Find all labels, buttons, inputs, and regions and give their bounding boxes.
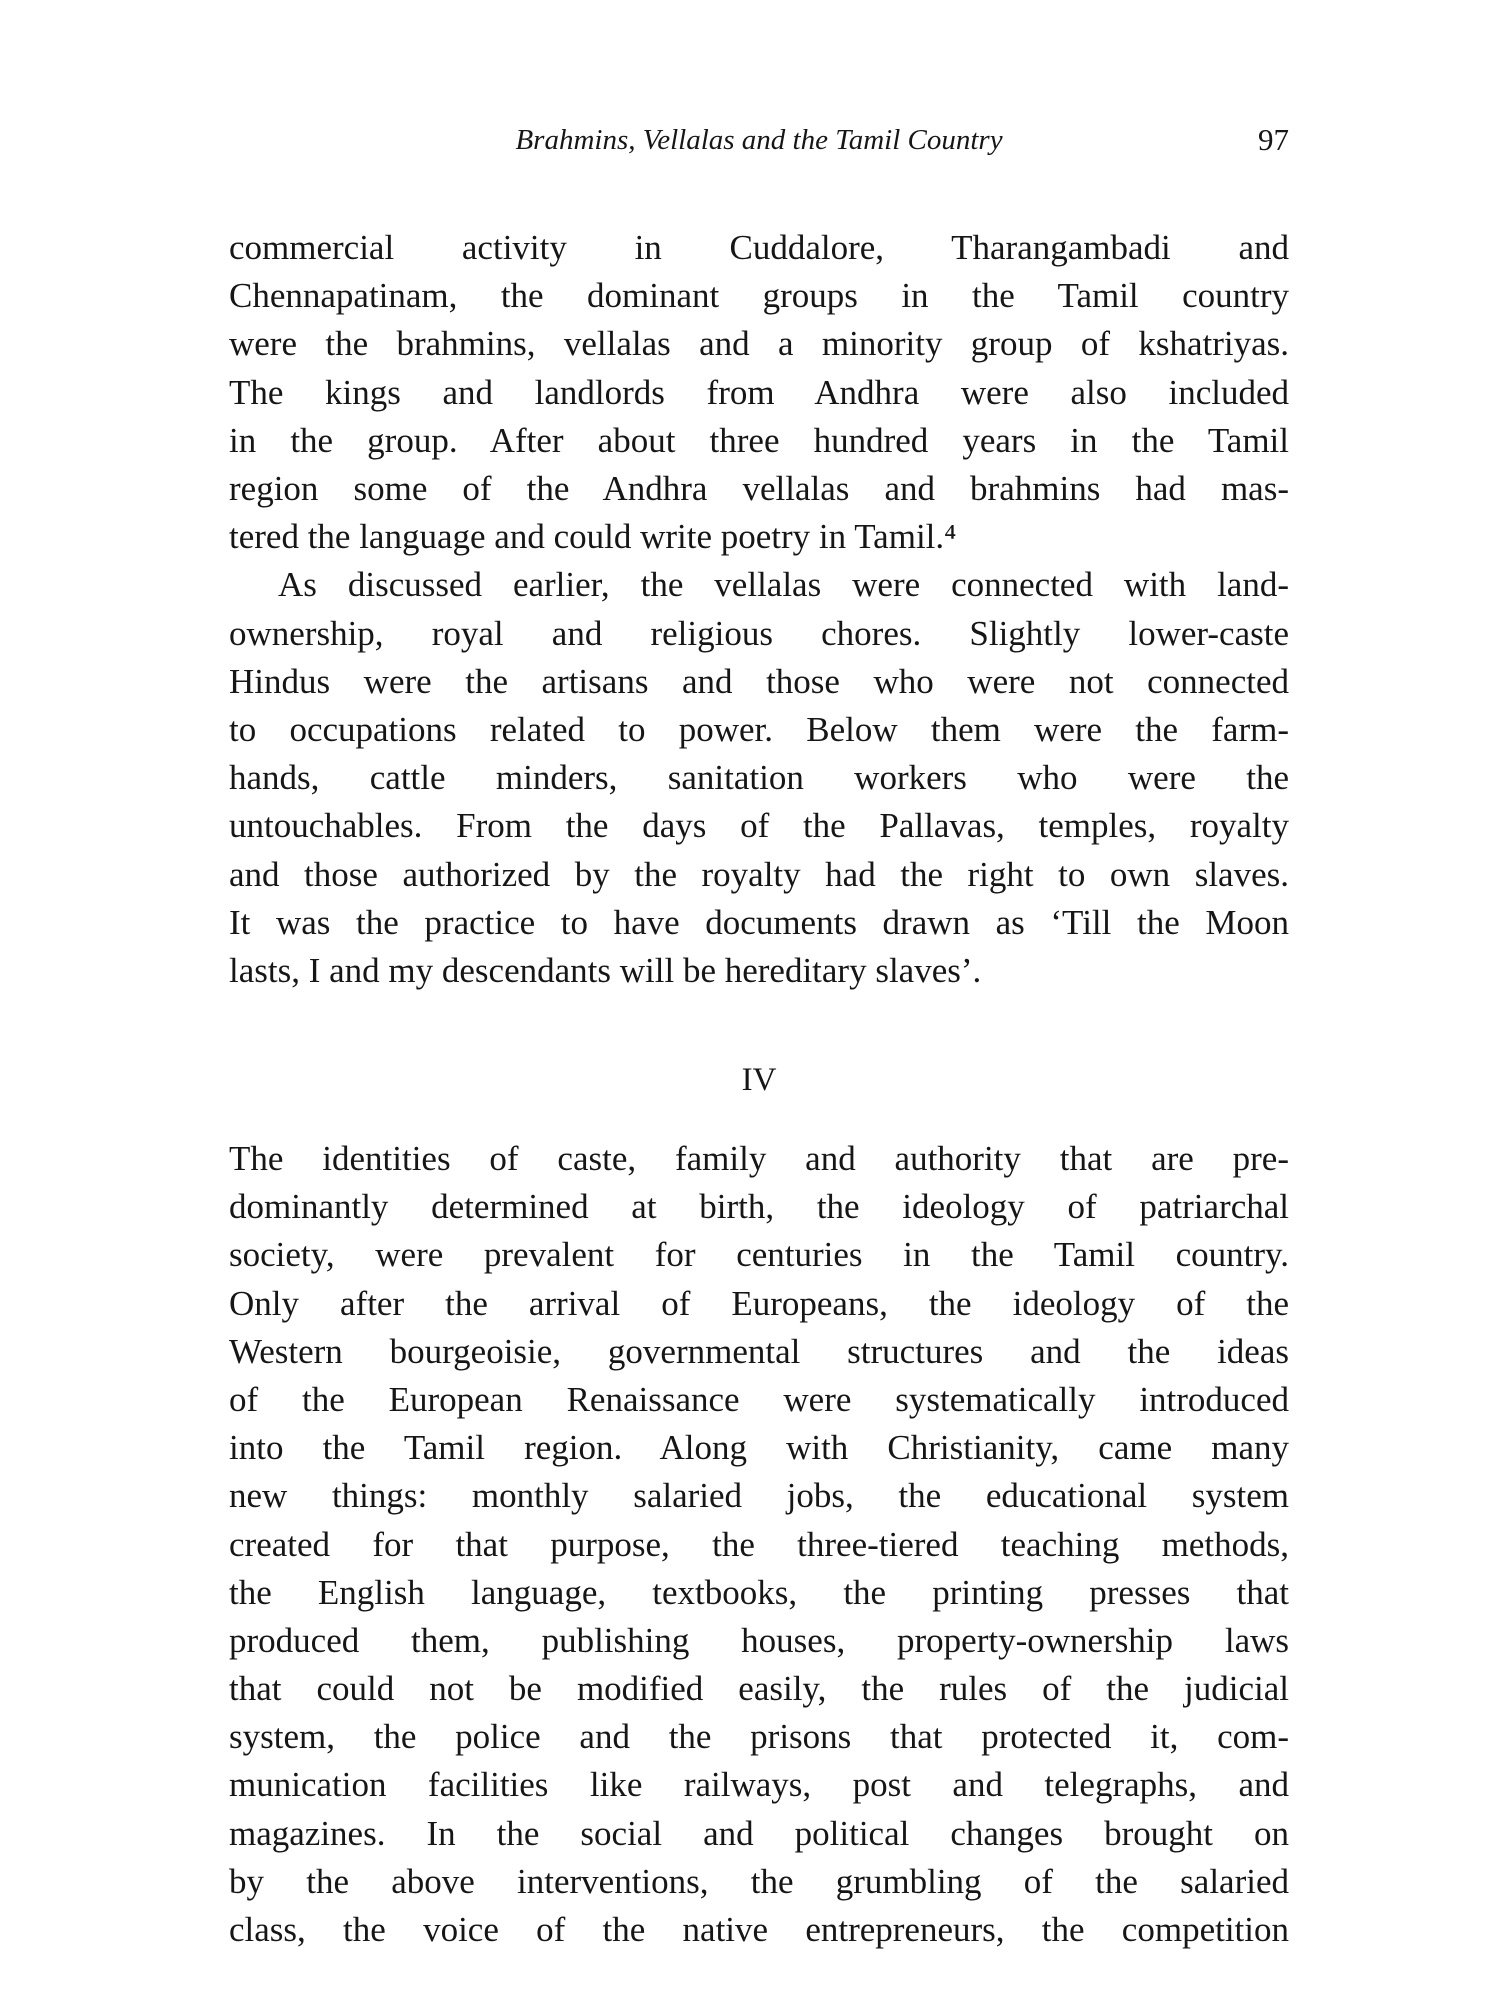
- text-line: munication facilities like railways, post and telegraphs, and: [229, 1765, 1289, 1805]
- text-line: of the European Renaissance were systematically introduced: [229, 1379, 1289, 1419]
- text-line: created for that purpose, the three-tiered teaching methods,: [229, 1524, 1289, 1564]
- section-heading: IV: [741, 1062, 777, 1098]
- text-line: system, the police and the prisons that protected it, com-: [229, 1717, 1289, 1757]
- text-line: that could not be modified easily, the rules of the judicial: [229, 1669, 1289, 1709]
- text-line: lasts, I and my descendants will be hereditary slaves’.: [229, 950, 982, 990]
- text-line: ownership, royal and religious chores. Slightly lower-caste: [229, 613, 1289, 653]
- text-line: class, the voice of the native entrepreneurs, the competition: [229, 1910, 1289, 1949]
- text-line: produced them, publishing houses, property-ownership laws: [229, 1620, 1289, 1660]
- text-line: by the above interventions, the grumbling of the salaried: [229, 1861, 1289, 1901]
- paragraph-3: [229, 1135, 1289, 1954]
- paragraph-1: [229, 224, 1289, 561]
- text-line: magazines. In the social and political changes brought on: [229, 1813, 1289, 1853]
- text-line: to occupations related to power. Below them were the farm-: [229, 709, 1289, 749]
- text-line: into the Tamil region. Along with Christianity, came many: [229, 1428, 1289, 1468]
- page-number: 97: [1258, 122, 1289, 157]
- text-line: It was the practice to have documents drawn as ‘Till the Moon: [229, 902, 1289, 942]
- text-line: region some of the Andhra vellalas and brahmins had mas-: [229, 468, 1289, 508]
- text-line: and those authorized by the royalty had the right to own slaves.: [229, 854, 1289, 894]
- text-line: The identities of caste, family and authority that are pre-: [229, 1139, 1289, 1178]
- running-title: Brahmins, Vellalas and the Tamil Country: [515, 124, 1003, 156]
- text-line: Only after the arrival of Europeans, the ideology of the: [229, 1283, 1289, 1323]
- text-line: were the brahmins, vellalas and a minority group of kshatriyas.: [229, 324, 1289, 364]
- text-line: society, were prevalent for centuries in the Tamil country.: [229, 1235, 1289, 1275]
- text-line: Western bourgeoisie, governmental structures and the ideas: [229, 1331, 1289, 1371]
- text-line: untouchables. From the days of the Pallavas, temples, royalty: [229, 806, 1289, 846]
- text-line: As discussed earlier, the vellalas were connected with land-: [278, 565, 1289, 605]
- paragraph-2: [229, 561, 1289, 995]
- running-header: [229, 118, 1289, 162]
- text-line: new things: monthly salaried jobs, the educational system: [229, 1476, 1289, 1516]
- text-line: in the group. After about three hundred years in the Tamil: [229, 420, 1289, 460]
- text-line: The kings and landlords from Andhra were also included: [229, 372, 1289, 412]
- text-line: dominantly determined at birth, the ideology of patriarchal: [229, 1187, 1289, 1227]
- text-line: Chennapatinam, the dominant groups in the Tamil country: [229, 276, 1289, 316]
- text-line: Hindus were the artisans and those who were not connected: [229, 661, 1289, 701]
- text-line: hands, cattle minders, sanitation workers who were the: [229, 758, 1289, 798]
- text-line: the English language, textbooks, the printing presses that: [229, 1572, 1289, 1612]
- text-line: tered the language and could write poetry in Tamil.⁴: [229, 517, 957, 557]
- text-line: commercial activity in Cuddalore, Tharangambadi and: [229, 228, 1289, 267]
